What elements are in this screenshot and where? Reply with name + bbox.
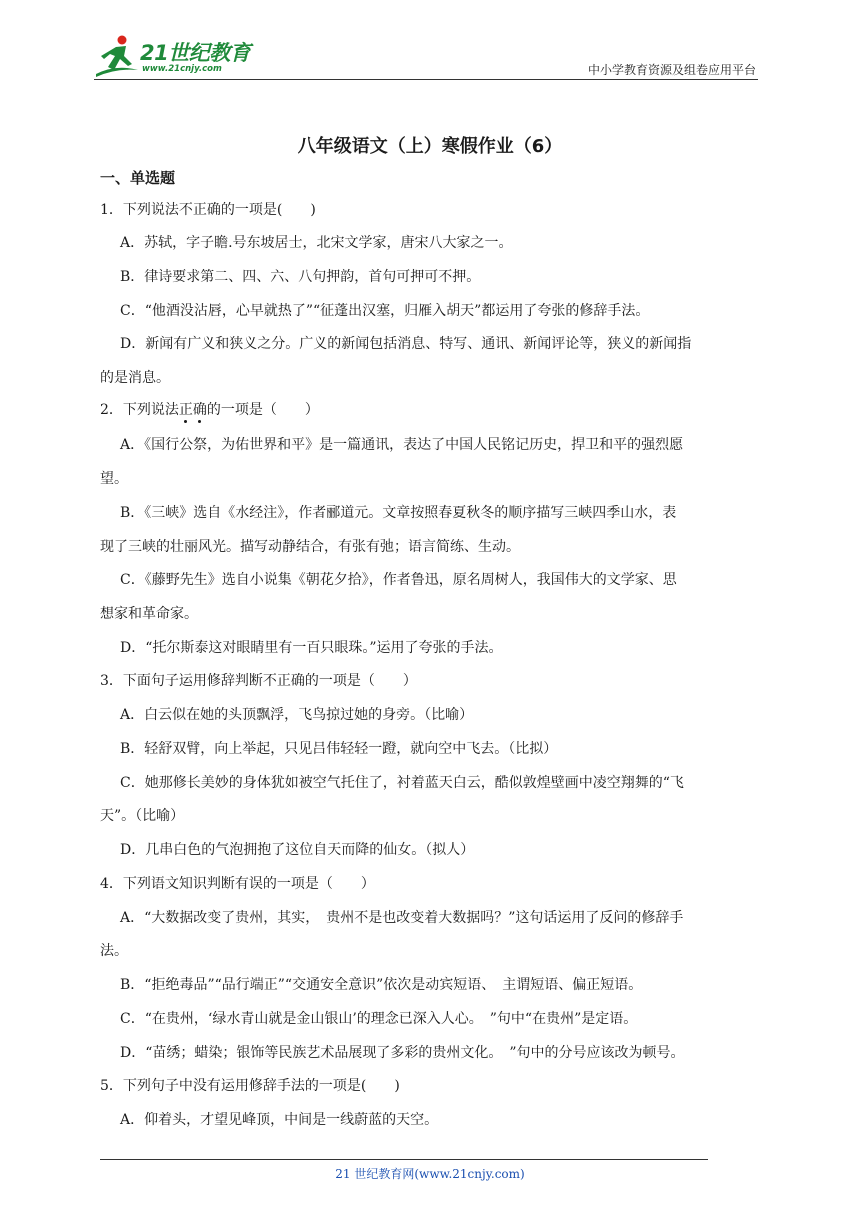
page-title: 八年级语文（上）寒假作业（6） [297, 136, 563, 157]
header-divider [94, 79, 758, 80]
question-1-option-a: A．苏轼，字子瞻.号东坡居士，北宋文学家，唐宋八大家之一。 [120, 235, 513, 251]
footer-divider [100, 1159, 708, 1160]
emphasis-char: 正 [178, 402, 193, 418]
question-3-option-a: A．白云似在她的头顶飘浮，飞鸟掠过她的身旁。（比喻） [120, 707, 474, 723]
runner-logo-icon [94, 34, 140, 78]
question-4: 4．下列语文知识判断有误的一项是（ ） [100, 876, 375, 892]
question-3-option-d: D．几串白色的气泡拥抱了这位自天而降的仙女。（拟人） [120, 842, 475, 858]
question-2-option-c: C．《藤野先生》选自小说集《朝花夕拾》，作者鲁迅，原名周树人，我国伟大的文学家、思 [120, 572, 677, 588]
question-2-option-b-cont: 现了三峡的壮丽风光。描写动静结合，有张有弛；语言简练、生动。 [100, 539, 520, 555]
question-1-option-c: C．“他酒没沾唇，心早就热了”“征蓬出汉塞，归雁入胡天”都运用了夸张的修辞手法。 [120, 303, 650, 319]
question-2-text-post: 的一项是（ ） [206, 402, 319, 418]
section-heading: 一、单选题 [100, 169, 176, 187]
question-2-text-pre: 2．下列说法 [100, 402, 179, 418]
question-3: 3．下面句子运用修辞判断不正确的一项是（ ） [100, 673, 417, 689]
page-footer: 21 世纪教育网(www.21cnjy.com) [335, 1167, 525, 1181]
question-5: 5．下列句子中没有运用修辞手法的一项是( ) [100, 1078, 400, 1094]
logo [94, 34, 264, 78]
question-3-option-b: B．轻舒双臂，向上举起，只见吕伟轻轻一蹬，就向空中飞去。（比拟） [120, 741, 558, 757]
question-1-option-d-cont: 的是消息。 [100, 370, 170, 386]
question-1: 1．下列说法不正确的一项是( ) [100, 202, 316, 218]
question-4-option-c: C．“在贵州，‘绿水青山就是金山银山’的理念已深入人心。 ”句中“在贵州”是定语。 [120, 1011, 638, 1027]
question-3-option-c: C．她那修长美妙的身体犹如被空气托住了，衬着蓝天白云，酷似敦煌壁画中凌空翔舞的“飞 [120, 775, 684, 791]
question-4-option-d: D．“苗绣；蜡染；银饰等民族艺术品展现了多彩的贵州文化。 ”句中的分号应该改为顿号。 [120, 1045, 685, 1061]
question-1-option-b: B．律诗要求第二、四、六、八句押韵，首句可押可不押。 [120, 269, 481, 285]
platform-name: 中小学教育资源及组卷应用平台 [587, 63, 756, 77]
question-2 [100, 399, 319, 419]
question-4-option-b: B．“拒绝毒品”“品行端正”“交通安全意识”依次是动宾短语、 主谓短语、偏正短语。 [120, 977, 643, 993]
question-3-option-c-cont: 天”。（比喻） [100, 808, 185, 824]
question-4-option-a: A．“大数据改变了贵州，其实， 贵州不是也改变着大数据吗？”这句话运用了反问的修辞手 [120, 910, 684, 926]
question-2-option-b: B．《三峡》选自《水经注》，作者郦道元。文章按照春夏秋冬的顺序描写三峡四季山水，表 [120, 505, 677, 521]
logo-text: 21世纪教育 [140, 41, 251, 65]
question-4-option-a-cont: 法。 [100, 943, 128, 959]
question-2-option-a-cont: 望。 [100, 471, 128, 487]
question-2-option-d: D．“托尔斯泰这对眼睛里有一百只眼珠。”运用了夸张的手法。 [120, 640, 503, 656]
question-2-option-c-cont: 想家和革命家。 [100, 606, 198, 622]
question-2-option-a: A．《国行公祭，为佑世界和平》是一篇通讯，表达了中国人民铭记历史，捍卫和平的强烈愿 [120, 437, 684, 453]
emphasis-char: 确 [192, 402, 207, 418]
logo-url: www.21cnjy.com [142, 64, 222, 74]
question-1-option-d: D．新闻有广义和狭义之分。广义的新闻包括消息、特写、通讯、新闻评论等，狭义的新闻指 [120, 336, 692, 352]
question-5-option-a: A．仰着头，才望见峰顶，中间是一线蔚蓝的天空。 [120, 1112, 439, 1128]
page-header [0, 0, 860, 82]
